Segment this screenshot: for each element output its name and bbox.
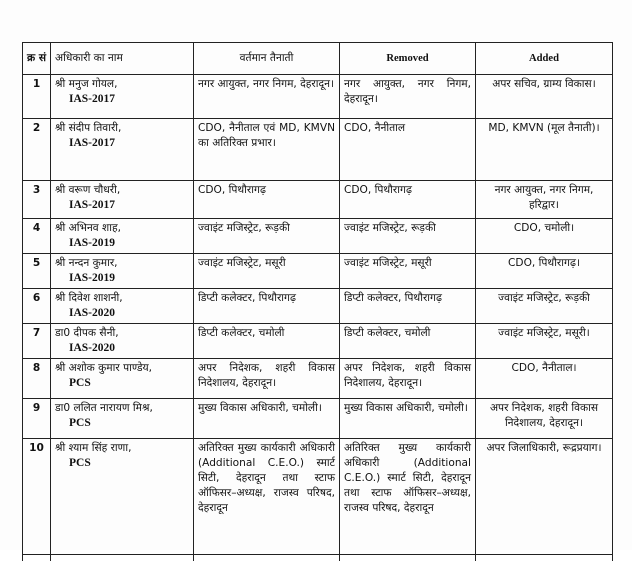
serial-number-cell: 5: [23, 254, 51, 289]
header-current-posting: वर्तमान तैनाती: [194, 43, 340, 75]
added-cell: CDO, नैनीताल।: [476, 359, 613, 399]
officer-cadre: IAS-2020: [55, 341, 189, 356]
removed-cell: CDO, नैनीताल: [340, 119, 476, 181]
serial-number-cell: 9: [23, 399, 51, 439]
removed-cell: डिप्टी कलेक्टर, पिथौरागढ़: [340, 289, 476, 324]
officer-cadre: IAS-2019: [55, 271, 189, 286]
header-added: Added: [476, 43, 613, 75]
officer-name-cell: [51, 439, 194, 555]
officer-name: श्री नन्दन कुमार,: [55, 256, 189, 271]
serial-number-cell: 6: [23, 289, 51, 324]
added-cell: अपर निदेशक, शहरी विकास निदेशालय, देहरादून।: [476, 399, 613, 439]
table-row: [23, 359, 613, 399]
table-row: [23, 181, 613, 219]
serial-number-cell: 3: [23, 181, 51, 219]
officer-name-cell: [51, 399, 194, 439]
empty-cell: [23, 555, 51, 561]
removed-cell: मुख्य विकास अधिकारी, चमोली।: [340, 399, 476, 439]
removed-cell: अपर निदेशक, शहरी विकास निदेशालय, देहरादून।: [340, 359, 476, 399]
table-row: [23, 289, 613, 324]
empty-cell: [194, 555, 340, 561]
added-cell: ज्वाइंट मजिस्ट्रेट, मसूरी।: [476, 324, 613, 359]
removed-cell: डिप्टी कलेक्टर, चमोली: [340, 324, 476, 359]
officer-name-cell: [51, 289, 194, 324]
officer-cadre: IAS-2019: [55, 236, 189, 251]
current-posting-cell: CDO, पिथौरागढ़: [194, 181, 340, 219]
table-row: [23, 324, 613, 359]
removed-cell: ज्वाइंट मजिस्ट्रेट, मसूरी: [340, 254, 476, 289]
table-row: [23, 254, 613, 289]
current-posting-cell: अपर निदेशक, शहरी विकास निदेशालय, देहरादून।: [194, 359, 340, 399]
current-posting-cell: डिप्टी कलेक्टर, चमोली: [194, 324, 340, 359]
officer-cadre: IAS-2017: [55, 198, 189, 213]
current-posting-cell: डिप्टी कलेक्टर, पिथौरागढ़: [194, 289, 340, 324]
officer-name: श्री मनुज गोयल,: [55, 77, 189, 92]
transfer-table: [22, 42, 613, 561]
current-posting-cell: मुख्य विकास अधिकारी, चमोली।: [194, 399, 340, 439]
table-row: [23, 75, 613, 119]
empty-cell: [340, 555, 476, 561]
added-cell: MD, KMVN (मूल तैनाती)।: [476, 119, 613, 181]
current-posting-cell: नगर आयुक्त, नगर निगम, देहरादून।: [194, 75, 340, 119]
current-posting-cell: ज्वाइंट मजिस्ट्रेट, मसूरी: [194, 254, 340, 289]
officer-name: डा0 ललित नारायण मिश्र,: [55, 401, 189, 416]
officer-name: श्री वरूण चौधरी,: [55, 183, 189, 198]
empty-cell: [51, 555, 194, 561]
removed-cell: CDO, पिथौरागढ़: [340, 181, 476, 219]
table-row: [23, 219, 613, 254]
current-posting-cell: CDO, नैनीताल एवं MD, KMVN का अतिरिक्त प्रभार।: [194, 119, 340, 181]
table-header-row: [23, 43, 613, 75]
officer-name: डा0 दीपक सैनी,: [55, 326, 189, 341]
header-removed: Removed: [340, 43, 476, 75]
serial-number-cell: 10: [23, 439, 51, 555]
added-cell: CDO, पिथौरागढ़।: [476, 254, 613, 289]
removed-cell: नगर आयुक्त, नगर निगम, देहरादून।: [340, 75, 476, 119]
officer-name: श्री संदीप तिवारी,: [55, 121, 189, 136]
current-posting-cell: अतिरिक्त मुख्य कार्यकारी अधिकारी (Additional C.E.O.) स्मार्ट सिटी, देहरादून तथा स्टाफ ऑफिसर–अध्यक्ष, राजस्व परिषद, देहरादून: [194, 439, 340, 555]
empty-cell: [476, 555, 613, 561]
serial-number-cell: 7: [23, 324, 51, 359]
table-row: [23, 119, 613, 181]
table-row: [23, 439, 613, 555]
table-row: [23, 399, 613, 439]
officer-name-cell: [51, 254, 194, 289]
officer-name: श्री अशोक कुमार पाण्डेय,: [55, 361, 189, 376]
officer-cadre: IAS-2017: [55, 136, 189, 151]
added-cell: अपर सचिव, ग्राम्य विकास।: [476, 75, 613, 119]
added-cell: नगर आयुक्त, नगर निगम, हरिद्वार।: [476, 181, 613, 219]
officer-name-cell: [51, 324, 194, 359]
removed-cell: अतिरिक्त मुख्य कार्यकारी अधिकारी (Additional C.E.O.) स्मार्ट सिटी, देहरादून तथा स्टाफ ऑफिसर–अध्यक्ष, राजस्व परिषद, देहरादून: [340, 439, 476, 555]
officer-cadre: IAS-2017: [55, 92, 189, 107]
serial-number-cell: 8: [23, 359, 51, 399]
officer-name-cell: [51, 75, 194, 119]
current-posting-cell: ज्वाइंट मजिस्ट्रेट, रूड़की: [194, 219, 340, 254]
added-cell: CDO, चमोली।: [476, 219, 613, 254]
officer-cadre: PCS: [55, 456, 189, 471]
officer-name: श्री अभिनव शाह,: [55, 221, 189, 236]
officer-cadre: PCS: [55, 376, 189, 391]
serial-number-cell: 2: [23, 119, 51, 181]
added-cell: ज्वाइंट मजिस्ट्रेट, रूड़की: [476, 289, 613, 324]
officer-cadre: IAS-2020: [55, 306, 189, 321]
serial-number-cell: 4: [23, 219, 51, 254]
serial-number-cell: 1: [23, 75, 51, 119]
table-body: [23, 75, 613, 561]
officer-name: श्री दिवेश शाशनी,: [55, 291, 189, 306]
officer-name-cell: [51, 219, 194, 254]
removed-cell: ज्वाइंट मजिस्ट्रेट, रूड़की: [340, 219, 476, 254]
officer-name-cell: [51, 181, 194, 219]
officer-name-cell: [51, 119, 194, 181]
header-officer-name: अधिकारी का नाम: [51, 43, 194, 75]
officer-cadre: PCS: [55, 416, 189, 431]
added-cell: अपर जिलाधिकारी, रूद्रप्रयाग।: [476, 439, 613, 555]
header-serial-number: क्र सं: [23, 43, 51, 75]
officer-name: श्री श्याम सिंह राणा,: [55, 441, 189, 456]
officer-name-cell: [51, 359, 194, 399]
table-row-cutoff: [23, 555, 613, 561]
